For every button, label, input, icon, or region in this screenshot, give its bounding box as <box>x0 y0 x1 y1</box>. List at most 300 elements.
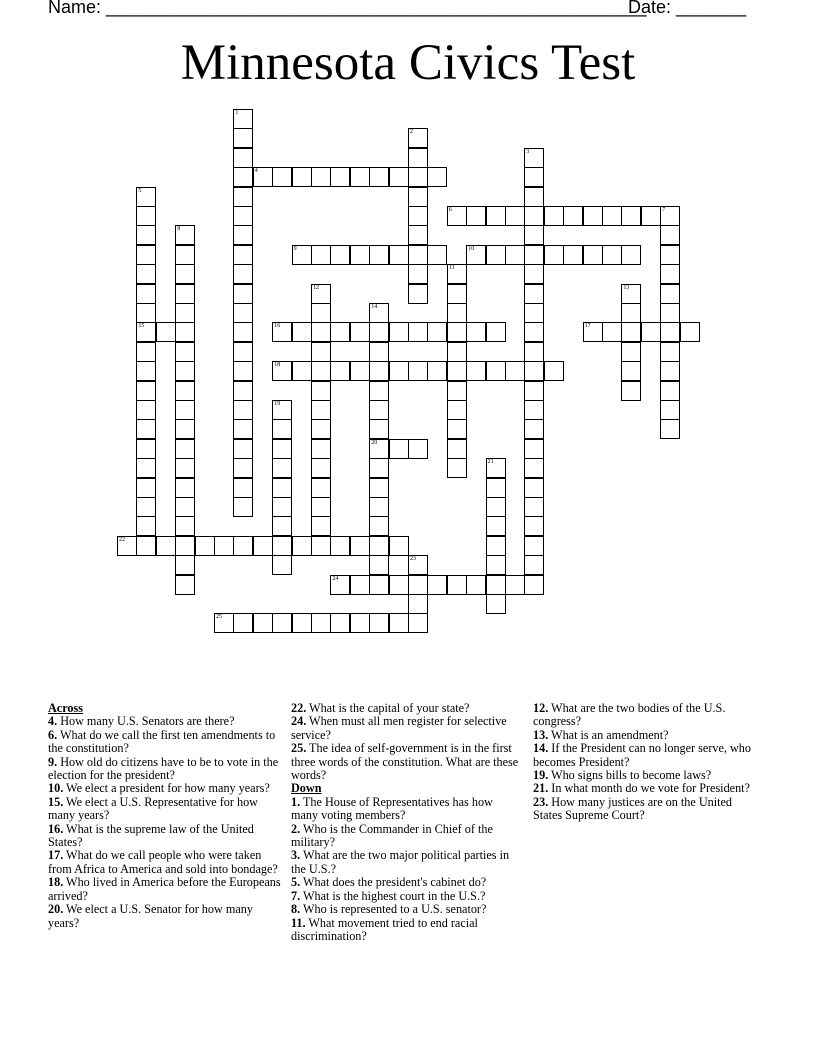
grid-cell[interactable] <box>524 148 544 168</box>
grid-cell[interactable] <box>272 555 292 575</box>
grid-cell[interactable] <box>660 322 680 342</box>
grid-cell[interactable] <box>233 264 253 284</box>
clue-number-label: 1 <box>235 110 239 116</box>
grid-cell[interactable] <box>292 536 312 556</box>
grid-cell[interactable] <box>583 206 603 226</box>
grid-cell[interactable] <box>175 342 195 362</box>
grid-cell[interactable] <box>524 206 544 226</box>
grid-cell[interactable] <box>253 536 273 556</box>
grid-cell[interactable] <box>136 516 156 536</box>
across-clue <box>48 823 283 850</box>
clue-text: What do we call the first ten amendments to the constitution? <box>48 727 276 756</box>
grid-cell[interactable] <box>408 225 428 245</box>
grid-cell[interactable] <box>136 478 156 498</box>
grid-cell[interactable] <box>311 536 331 556</box>
grid-cell[interactable] <box>369 419 389 439</box>
grid-cell[interactable] <box>466 322 486 342</box>
clue-number: 10. <box>48 781 64 796</box>
grid-cell[interactable] <box>660 206 680 226</box>
grid-cell[interactable] <box>233 322 253 342</box>
clue-number: 7. <box>291 888 301 903</box>
grid-cell[interactable] <box>660 400 680 420</box>
grid-cell[interactable] <box>369 342 389 362</box>
grid-cell[interactable] <box>292 245 312 265</box>
grid-cell[interactable] <box>486 361 506 381</box>
grid-cell[interactable] <box>175 516 195 536</box>
grid-cell[interactable] <box>524 303 544 323</box>
grid-cell[interactable] <box>311 439 331 459</box>
grid-cell[interactable] <box>427 575 447 595</box>
grid-cell[interactable] <box>524 419 544 439</box>
grid-cell[interactable] <box>369 555 389 575</box>
grid-cell[interactable] <box>175 264 195 284</box>
grid-cell[interactable] <box>156 322 176 342</box>
grid-cell[interactable] <box>136 458 156 478</box>
grid-cell[interactable] <box>369 400 389 420</box>
grid-cell[interactable] <box>233 400 253 420</box>
grid-cell[interactable] <box>136 187 156 207</box>
grid-cell[interactable] <box>641 206 661 226</box>
grid-cell[interactable] <box>408 206 428 226</box>
grid-cell[interactable] <box>369 245 389 265</box>
grid-cell[interactable] <box>447 361 467 381</box>
grid-cell[interactable] <box>389 167 409 187</box>
grid-cell[interactable] <box>233 109 253 129</box>
grid-cell[interactable] <box>136 303 156 323</box>
grid-cell[interactable] <box>505 575 525 595</box>
grid-cell[interactable] <box>136 206 156 226</box>
grid-cell[interactable] <box>524 536 544 556</box>
grid-cell[interactable] <box>369 361 389 381</box>
grid-cell[interactable] <box>292 361 312 381</box>
grid-cell[interactable] <box>233 187 253 207</box>
grid-cell[interactable] <box>350 575 370 595</box>
grid-cell[interactable] <box>311 419 331 439</box>
grid-cell[interactable] <box>117 536 137 556</box>
grid-cell[interactable] <box>621 342 641 362</box>
grid-cell[interactable] <box>486 322 506 342</box>
grid-cell[interactable] <box>660 303 680 323</box>
grid-cell[interactable] <box>524 245 544 265</box>
grid-cell[interactable] <box>524 361 544 381</box>
grid-cell[interactable] <box>136 284 156 304</box>
grid-cell[interactable] <box>505 206 525 226</box>
grid-cell[interactable] <box>447 284 467 304</box>
grid-cell[interactable] <box>486 245 506 265</box>
grid-cell[interactable] <box>466 206 486 226</box>
grid-cell[interactable] <box>524 400 544 420</box>
grid-cell[interactable] <box>408 264 428 284</box>
clue-number: 9. <box>48 754 58 769</box>
grid-cell[interactable] <box>408 128 428 148</box>
grid-cell[interactable] <box>214 613 234 633</box>
grid-cell[interactable] <box>136 361 156 381</box>
grid-cell[interactable] <box>389 322 409 342</box>
clue-number-label: 10 <box>468 245 475 252</box>
grid-cell[interactable] <box>311 478 331 498</box>
grid-cell[interactable] <box>156 536 176 556</box>
down-clue <box>291 849 521 876</box>
grid-cell[interactable] <box>369 381 389 401</box>
across-clue <box>291 702 521 715</box>
grid-cell[interactable] <box>233 245 253 265</box>
grid-cell[interactable] <box>408 284 428 304</box>
grid-cell[interactable] <box>272 400 292 420</box>
grid-cell[interactable] <box>233 361 253 381</box>
grid-cell[interactable] <box>136 322 156 342</box>
grid-cell[interactable] <box>466 245 486 265</box>
grid-cell[interactable] <box>408 594 428 614</box>
down-clue <box>533 769 763 782</box>
grid-cell[interactable] <box>330 536 350 556</box>
grid-cell[interactable] <box>660 361 680 381</box>
grid-cell[interactable] <box>641 322 661 342</box>
grid-cell[interactable] <box>408 575 428 595</box>
grid-cell[interactable] <box>621 303 641 323</box>
grid-cell[interactable] <box>272 516 292 536</box>
grid-cell[interactable] <box>350 322 370 342</box>
grid-cell[interactable] <box>369 613 389 633</box>
grid-cell[interactable] <box>195 536 215 556</box>
grid-cell[interactable] <box>486 458 506 478</box>
grid-cell[interactable] <box>136 245 156 265</box>
grid-cell[interactable] <box>272 458 292 478</box>
grid-cell[interactable] <box>621 361 641 381</box>
clue-text: How many justices are on the United States Supreme Court? <box>533 794 733 823</box>
grid-cell[interactable] <box>272 478 292 498</box>
grid-cell[interactable] <box>311 361 331 381</box>
grid-cell[interactable] <box>369 439 389 459</box>
clue-text: We elect a president for how many years? <box>63 781 270 796</box>
grid-cell[interactable] <box>621 206 641 226</box>
grid-cell[interactable] <box>253 613 273 633</box>
grid-cell[interactable] <box>214 536 234 556</box>
grid-cell[interactable] <box>233 613 253 633</box>
grid-cell[interactable] <box>369 497 389 517</box>
grid-cell[interactable] <box>466 575 486 595</box>
grid-cell[interactable] <box>486 575 506 595</box>
grid-cell[interactable] <box>447 458 467 478</box>
grid-cell[interactable] <box>350 167 370 187</box>
clue-text: Who is represented to a U.S. senator? <box>300 902 487 917</box>
grid-cell[interactable] <box>486 555 506 575</box>
grid-cell[interactable] <box>660 264 680 284</box>
clue-number: 15. <box>48 794 64 809</box>
grid-cell[interactable] <box>524 187 544 207</box>
grid-cell[interactable] <box>583 322 603 342</box>
grid-cell[interactable] <box>524 225 544 245</box>
grid-cell[interactable] <box>660 245 680 265</box>
grid-cell[interactable] <box>136 536 156 556</box>
grid-cell[interactable] <box>311 516 331 536</box>
grid-cell[interactable] <box>369 322 389 342</box>
grid-cell[interactable] <box>621 322 641 342</box>
grid-cell[interactable] <box>524 439 544 459</box>
grid-cell[interactable] <box>369 458 389 478</box>
grid-cell[interactable] <box>136 497 156 517</box>
grid-cell[interactable] <box>136 342 156 362</box>
grid-cell[interactable] <box>389 613 409 633</box>
grid-cell[interactable] <box>350 245 370 265</box>
grid-cell[interactable] <box>292 167 312 187</box>
grid-cell[interactable] <box>524 575 544 595</box>
grid-cell[interactable] <box>311 342 331 362</box>
grid-cell[interactable] <box>175 575 195 595</box>
grid-cell[interactable] <box>524 342 544 362</box>
grid-cell[interactable] <box>233 381 253 401</box>
grid-cell[interactable] <box>524 478 544 498</box>
grid-cell[interactable] <box>330 245 350 265</box>
grid-cell[interactable] <box>408 555 428 575</box>
grid-cell[interactable] <box>621 284 641 304</box>
grid-cell[interactable] <box>311 458 331 478</box>
grid-cell[interactable] <box>369 478 389 498</box>
clues-column-3 <box>533 702 763 823</box>
grid-cell[interactable] <box>427 167 447 187</box>
grid-cell[interactable] <box>350 361 370 381</box>
grid-cell[interactable] <box>505 245 525 265</box>
grid-cell[interactable] <box>330 575 350 595</box>
grid-cell[interactable] <box>350 613 370 633</box>
grid-cell[interactable] <box>524 322 544 342</box>
grid-cell[interactable] <box>272 536 292 556</box>
clue-number: 14. <box>533 741 549 756</box>
grid-cell[interactable] <box>233 148 253 168</box>
clue-number-label: 24 <box>332 575 339 582</box>
grid-cell[interactable] <box>563 206 583 226</box>
grid-cell[interactable] <box>602 206 622 226</box>
grid-cell[interactable] <box>233 478 253 498</box>
grid-cell[interactable] <box>330 322 350 342</box>
grid-cell[interactable] <box>175 536 195 556</box>
grid-cell[interactable] <box>233 206 253 226</box>
grid-cell[interactable] <box>175 284 195 304</box>
clue-text: The House of Representatives has how many voting members? <box>291 794 493 823</box>
grid-cell[interactable] <box>602 245 622 265</box>
grid-cell[interactable] <box>136 400 156 420</box>
down-clue <box>533 702 763 729</box>
clue-number-label: 18 <box>274 362 281 369</box>
grid-cell[interactable] <box>544 206 564 226</box>
grid-cell[interactable] <box>524 458 544 478</box>
grid-cell[interactable] <box>311 167 331 187</box>
grid-cell[interactable] <box>330 167 350 187</box>
across-clue <box>48 876 283 903</box>
down-clue <box>291 903 521 916</box>
down-clue <box>291 823 521 850</box>
grid-cell[interactable] <box>233 419 253 439</box>
grid-cell[interactable] <box>175 458 195 478</box>
grid-cell[interactable] <box>369 303 389 323</box>
grid-cell[interactable] <box>175 245 195 265</box>
grid-cell[interactable] <box>311 613 331 633</box>
clue-number: 21. <box>533 781 549 796</box>
grid-cell[interactable] <box>466 361 486 381</box>
grid-cell[interactable] <box>272 167 292 187</box>
grid-cell[interactable] <box>524 555 544 575</box>
grid-cell[interactable] <box>175 439 195 459</box>
grid-cell[interactable] <box>233 303 253 323</box>
grid-cell[interactable] <box>253 167 273 187</box>
grid-cell[interactable] <box>369 536 389 556</box>
down-clue-list <box>291 796 521 943</box>
clue-number-label: 6 <box>448 207 452 213</box>
grid-cell[interactable] <box>330 613 350 633</box>
grid-cell[interactable] <box>680 322 700 342</box>
grid-cell[interactable] <box>175 381 195 401</box>
clue-text: What do we call people who were taken from Africa to America and sold into bondage? <box>48 848 278 876</box>
grid-cell[interactable] <box>175 303 195 323</box>
grid-cell[interactable] <box>389 245 409 265</box>
grid-cell[interactable] <box>389 575 409 595</box>
grid-cell[interactable] <box>447 322 467 342</box>
grid-cell[interactable] <box>175 361 195 381</box>
grid-cell[interactable] <box>311 400 331 420</box>
grid-cell[interactable] <box>660 225 680 245</box>
grid-cell[interactable] <box>583 245 603 265</box>
grid-cell[interactable] <box>369 167 389 187</box>
grid-cell[interactable] <box>447 439 467 459</box>
grid-cell[interactable] <box>175 419 195 439</box>
down-clue <box>291 890 521 903</box>
grid-cell[interactable] <box>272 322 292 342</box>
grid-cell[interactable] <box>136 264 156 284</box>
grid-cell[interactable] <box>447 419 467 439</box>
clue-number: 8. <box>291 902 301 917</box>
down-clue <box>291 796 521 823</box>
grid-cell[interactable] <box>486 478 506 498</box>
grid-cell[interactable] <box>233 225 253 245</box>
grid-cell[interactable] <box>233 497 253 517</box>
grid-cell[interactable] <box>408 187 428 207</box>
clue-number: 19. <box>533 768 549 783</box>
grid-cell[interactable] <box>389 361 409 381</box>
grid-cell[interactable] <box>233 342 253 362</box>
grid-cell[interactable] <box>408 167 428 187</box>
grid-cell[interactable] <box>660 381 680 401</box>
grid-cell[interactable] <box>408 245 428 265</box>
grid-cell[interactable] <box>408 439 428 459</box>
grid-cell[interactable] <box>427 361 447 381</box>
clue-number: 23. <box>533 794 549 809</box>
grid-cell[interactable] <box>660 342 680 362</box>
grid-cell[interactable] <box>330 361 350 381</box>
grid-cell[interactable] <box>486 497 506 517</box>
grid-cell[interactable] <box>563 245 583 265</box>
grid-cell[interactable] <box>369 575 389 595</box>
grid-cell[interactable] <box>311 322 331 342</box>
grid-cell[interactable] <box>524 264 544 284</box>
grid-cell[interactable] <box>272 439 292 459</box>
grid-cell[interactable] <box>486 594 506 614</box>
grid-cell[interactable] <box>621 245 641 265</box>
grid-cell[interactable] <box>486 516 506 536</box>
clue-text: When must all men register for selective service? <box>291 714 507 742</box>
clue-text: Who signs bills to become laws? <box>548 768 712 783</box>
grid-cell[interactable] <box>524 284 544 304</box>
grid-cell[interactable] <box>447 575 467 595</box>
grid-cell[interactable] <box>233 536 253 556</box>
grid-cell[interactable] <box>524 497 544 517</box>
grid-cell[interactable] <box>350 536 370 556</box>
grid-cell[interactable] <box>621 381 641 401</box>
grid-cell[interactable] <box>660 284 680 304</box>
grid-cell[interactable] <box>233 128 253 148</box>
grid-cell[interactable] <box>447 342 467 362</box>
grid-cell[interactable] <box>136 225 156 245</box>
grid-cell[interactable] <box>136 381 156 401</box>
grid-cell[interactable] <box>136 439 156 459</box>
grid-cell[interactable] <box>369 516 389 536</box>
grid-cell[interactable] <box>427 245 447 265</box>
clue-text: What is an amendment? <box>548 727 669 742</box>
grid-cell[interactable] <box>233 458 253 478</box>
grid-cell[interactable] <box>292 322 312 342</box>
grid-cell[interactable] <box>136 419 156 439</box>
grid-cell[interactable] <box>447 264 467 284</box>
grid-cell[interactable] <box>233 284 253 304</box>
grid-cell[interactable] <box>311 497 331 517</box>
clue-text: How old do citizens have to be to vote in the election for the president? <box>48 754 279 783</box>
grid-cell[interactable] <box>272 613 292 633</box>
clue-text: The idea of self-government is in the first three words of the constitution. What are these words? <box>291 741 519 783</box>
grid-cell[interactable] <box>427 322 447 342</box>
grid-cell[interactable] <box>486 206 506 226</box>
clue-number-label: 14 <box>371 304 378 310</box>
clue-number-label: 25 <box>216 614 222 621</box>
grid-cell[interactable] <box>524 167 544 187</box>
grid-cell[interactable] <box>175 478 195 498</box>
grid-cell[interactable] <box>311 284 331 304</box>
grid-cell[interactable] <box>175 497 195 517</box>
clues-column-1 <box>48 702 283 930</box>
grid-cell[interactable] <box>408 148 428 168</box>
grid-cell[interactable] <box>272 419 292 439</box>
grid-cell[interactable] <box>408 322 428 342</box>
grid-cell[interactable] <box>602 322 622 342</box>
grid-cell[interactable] <box>486 536 506 556</box>
grid-cell[interactable] <box>175 555 195 575</box>
grid-cell[interactable] <box>233 167 253 187</box>
grid-cell[interactable] <box>408 613 428 633</box>
grid-cell[interactable] <box>389 439 409 459</box>
grid-cell[interactable] <box>447 303 467 323</box>
grid-cell[interactable] <box>175 322 195 342</box>
grid-cell[interactable] <box>272 497 292 517</box>
grid-cell[interactable] <box>292 613 312 633</box>
grid-cell[interactable] <box>505 361 525 381</box>
grid-cell[interactable] <box>660 419 680 439</box>
across-clue <box>48 756 283 783</box>
grid-cell[interactable] <box>175 400 195 420</box>
grid-cell[interactable] <box>524 516 544 536</box>
grid-cell[interactable] <box>544 361 564 381</box>
grid-cell[interactable] <box>447 381 467 401</box>
grid-cell[interactable] <box>233 439 253 459</box>
grid-cell[interactable] <box>544 245 564 265</box>
grid-cell[interactable] <box>389 536 409 556</box>
grid-cell[interactable] <box>311 303 331 323</box>
grid-cell[interactable] <box>408 361 428 381</box>
grid-cell[interactable] <box>311 381 331 401</box>
grid-cell[interactable] <box>175 225 195 245</box>
grid-cell[interactable] <box>447 206 467 226</box>
grid-cell[interactable] <box>524 381 544 401</box>
grid-cell[interactable] <box>272 361 292 381</box>
clue-text: In what month do we vote for President? <box>548 781 750 796</box>
grid-cell[interactable] <box>311 245 331 265</box>
grid-cell[interactable] <box>447 400 467 420</box>
